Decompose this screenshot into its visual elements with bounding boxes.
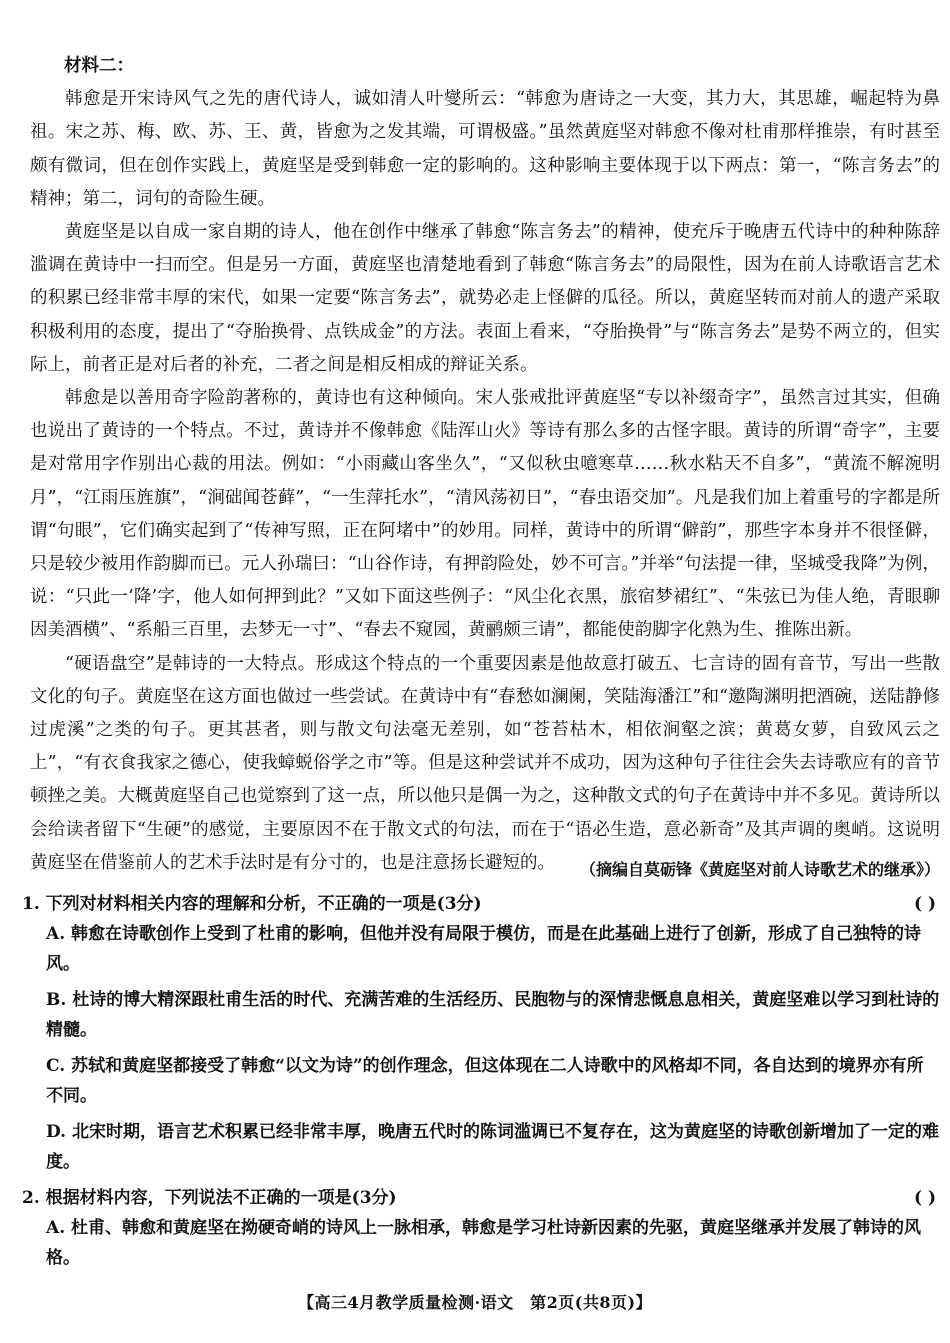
material-paragraph-1: 韩愈是开宋诗风气之先的唐代诗人，诚如清人叶燮所云：“韩愈为唐诗之一大变，其力大，其思雄，崛起特为鼻祖。宋之苏、梅、欧、苏、王、黄，皆愈为之发其端，可谓极盛。”虽然黄庭坚对韩愈不像对杜甫那样推崇，有时甚至颇有微词，但在创作实践上，黄庭坚是受到韩愈一定的影响的。这种影响主要体现于以下两点：第一，“陈言务去”的精神；第二，词句的奇险生硬。 (30, 89, 940, 209)
question-list (22, 889, 940, 1273)
material-source: （摘编自莫砺锋《黄庭坚对前人诗歌艺术的继承》） (579, 860, 940, 879)
material-paragraph-3: 韩愈是以善用奇字险韵著称的，黄诗也有这种倾向。宋人张戒批评黄庭坚“专以补缀奇字”，虽然言过其实，但确也说出了黄诗的一个特点。不过，黄诗并不像韩愈《陆浑山火》等诗有那么多的古怪字眼。黄诗的所谓“奇字”，主要是对常用字作别出心裁的用法。例如：“小雨藏山客坐久”，“又似秋虫噫寒草……秋水粘天不自多”，“黄流不解涴明月”，“江雨压旌旗”，“涧础闻苍藓”，“一生萍托水”，“清风荡初日”，“春虫语交加”。凡是我们加上着重号的字都是所谓“句眼”，它们确实起到了“传神写照，正在阿堵中”的妙用。同样，黄诗中的所谓“僻韵”，那些字本身并不很怪僻，只是较少被用作韵脚而已。元人孙瑞曰：“山谷作诗，有押韵险处，妙不可言。”并举“句法提一律，坚城受我降”为例，说：“只此一‘降’字，他人如何押到此？”又如下面这些例子：“风尘化衣黑，旅宿梦裙红”、“朱弦已为佳人绝，青眼聊因美酒横”、“系船三百里，去梦无一寸”、“春去不窥园，黄鹂颇三请”，都能使韵脚字化熟为生、推陈出新。 (30, 388, 940, 641)
question-1-option-b[interactable]: B. 杜诗的博大精深跟杜甫生活的时代、充满苦难的生活经历、民胞物与的深情悲慨息息相关，黄庭坚难以学习到杜诗的精髓。 (46, 990, 940, 1040)
question-1-option-d[interactable]: D. 北宋时期，语言艺术积累已经非常丰厚，晚唐五代时的陈词滥调已不复存在，这为黄庭坚的诗歌创新增加了一定的难度。 (46, 1122, 939, 1172)
question-1-answer-blank[interactable]: ( ) (913, 894, 936, 914)
page-footer: 【高三4月教学质量检测·语文 第2页(共8页)】 (297, 1293, 653, 1312)
question-2-text: 2. 根据材料内容，下列说法不正确的一项是(3分) (22, 1188, 397, 1208)
question-2-option-a[interactable]: A. 杜甫、韩愈和黄庭坚在拗硬奇峭的诗风上一脉相承，韩愈是学习杜诗新因素的先驱，黄庭坚继承并发展了韩诗的风格。 (46, 1218, 922, 1268)
question-1-option-a[interactable]: A. 韩愈在诗歌创作上受到了杜甫的影响，但他并没有局限于模仿，而是在此基础上进行了创新，形成了自己独特的诗风。 (46, 924, 922, 974)
reading-material (30, 36, 940, 880)
question-1-option-c[interactable]: C. 苏轼和黄庭坚都接受了韩愈“以文为诗”的创作理念，但这体现在二人诗歌中的风格却不同，各自达到的境界亦有所不同。 (46, 1056, 924, 1106)
material-paragraph-2: 黄庭坚是以自成一家自期的诗人，他在创作中继承了韩愈“陈言务去”的精神，使充斥于晚唐五代诗中的种种陈辞滥调在黄诗中一扫而空。但是另一方面，黄庭坚也清楚地看到了韩愈“陈言务去”的局限性，因为在前人诗歌语言艺术的积累已经非常丰厚的宋代，如果一定要“陈言务去”，就势必走上怪僻的瓜径。所以，黄庭坚转而对前人的遗产采取积极利用的态度，提出了“夺胎换骨、点铁成金”的方法。表面上看来，“夺胎换骨”与“陈言务去”是势不两立的，但实际上，前者正是对后者的补充，二者之间是相反相成的辩证关系。 (30, 222, 940, 375)
question-2-stem (22, 1183, 940, 1213)
material-heading: 材料二： (64, 56, 134, 76)
question-2-answer-blank[interactable]: ( ) (913, 1188, 936, 1208)
material-paragraph-4: “硬语盘空”是韩诗的一大特点。形成这个特点的一个重要因素是他故意打破五、七言诗的固有音节，写出一些散文化的句子。黄庭坚在这方面也做过一些尝试。在黄诗中有“春愁如澜阑，笑陆海潘江”和“邀陶渊明把酒碗，送陆静修过虎溪”之类的句子。更其甚者，则与散文句法毫无差别，如“苍苔枯木，相依涧壑之滨；黄葛女萝，自致风云之上”，“有衣食我家之德心，使我蟑蜕俗学之市”等。但是这种尝试并不成功，因为这种句子往往会失去诗歌应有的音节顿挫之美。大概黄庭坚自己也觉察到了这一点，所以他只是偶一为之，这种散文式的句子在黄诗中并不多见。黄诗所以会给读者留下“生硬”的感觉，主要原因不在于散文式的句法，而在于“语必生造，意必新奇”及其声调的奥峭。这说明黄庭坚在借鉴前人的艺术手法时是有分寸的，也是注意扬长避短的。 (30, 653, 940, 873)
question-1-stem (22, 889, 940, 919)
question-1-text: 1. 下列对材料相关内容的理解和分析，不正确的一项是(3分) (22, 894, 482, 914)
